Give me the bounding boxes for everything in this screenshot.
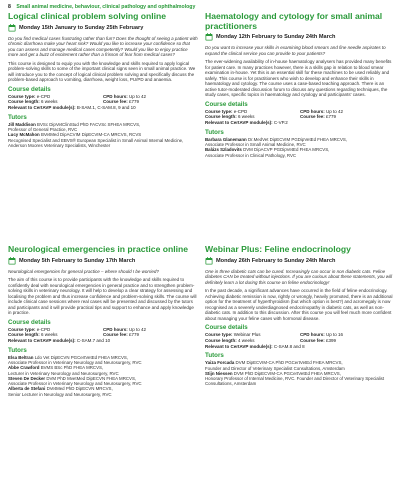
cpd-label: CPD hours: (103, 326, 128, 332)
dates-text: Monday 26th February to Sunday 24th March (216, 257, 336, 264)
tutor-qualifications: Ldo Vet DipECVN PGCertVetEd FHEA MRCVS, (33, 354, 129, 360)
course-intro: One in three diabetic cats can be cured. Increasingly can occur in non diabetic cats. Feline diabetes CAN be treated without injections. If you are curious about these statements, you will definitely learn a lot during this course on feline endocrinology! (205, 268, 393, 285)
course-intro: Neurological emergencies for general practice – where should I be worried? (8, 268, 159, 274)
certavp-label: Relevant to CertAVP module(s): (205, 343, 273, 349)
fee-value: £779 (129, 332, 140, 338)
certavp-label: Relevant to CertAVP module(s): (205, 120, 273, 126)
course-title: Neurological emergencies in practice online (8, 244, 189, 254)
tutor-qualifications: DVM DipECVIM-CA PhD PGCertVetEd FHEA MRCVS, (234, 360, 343, 366)
course-title: Haematology and cytology for small animal practitioners (205, 11, 383, 31)
tutor-list (205, 360, 395, 386)
course-details (205, 332, 395, 349)
tutor-qualifications: BVMS BSc PhD FHEA MRCVS, (39, 365, 104, 371)
tutor-name: Alberta de Stefani (8, 386, 46, 392)
tutor-qualifications: Dr.MedVet DipECVIM PGDipVetEd FHEA MRCVS, (246, 136, 348, 142)
course-intro: Do you find medical cases frustrating rather than fun? Does the thought of seeing a patient with chronic diarrhoea make your heart sink? Would you like to increase your confidence so that you can assess and manage medical cases competently? Would you like to enjoy practice more and get a buzz of excitement rather than a frisson of fear from medical cases? (8, 35, 198, 58)
fee-value: £779 (129, 99, 140, 105)
course-dates (205, 33, 395, 41)
tutor-item (8, 355, 198, 366)
tutor-name: Steven De Decker (8, 375, 46, 381)
course-description: The ever-widening availability of in-house haematology analysers has provided many benefits for patient care. In many practices however, there is a skills gap in relation to blood smear examination in-house. Yet this is an essential skill for these machines to be used reliably and safely. This course is for practitioners who wish to develop and enhance their skills in haematology and cytology. The course uses a case-based teaching approach. There is an active tutor-moderated discussion forum to discuss any questions regarding techniques, the study cases, specific topics in haematology and cytology and participants' cases. (205, 59, 392, 98)
tutor-role: Associate Professor in Veterinary Neurology and Neurosurgery, RVC (8, 360, 142, 365)
course-dates (8, 24, 198, 32)
tutor-name: Abbe Crawford (8, 365, 40, 371)
tutor-item (8, 132, 198, 148)
tutor-role: Honorary Professor of Internal Medicine, RVC. Founder and Director of Veterinary Specialist Consultations, Amsterdam (205, 376, 385, 387)
certavp-label: Relevant to CertAVP module(s): (8, 105, 76, 110)
type-label: Course type: (205, 108, 233, 114)
tutors-heading: Tutors (205, 352, 224, 360)
course-card (205, 11, 395, 237)
tutor-role: Professor of General Practice, RVC (8, 127, 78, 132)
tutor-role: Associate Professor in Clinical Pathology, RVC (205, 152, 297, 158)
tutor-role: Associate Professor in Veterinary Neurology and Neurosurgery, RVC (8, 381, 142, 387)
certavp-value: C-SAM.7 and 10 (76, 338, 111, 343)
tutor-qualifications: DVetMed PhD DipECVN MRCVS, (45, 386, 113, 392)
tutor-name: Lucy McMahon (8, 132, 40, 138)
course-description: In the past decade, a significant advances have occurred in the field of feline endocrinology. Achieving diabetic remission is now, rightly or wrongly, heavily promoted, there is an additional option for the treatment of hyperthyroidism (but which option is best?) and acromegaly is now recognised as a severely underdiagnosed endocrinopathy in diabetic cats, as well as non-diabetic cats. In addition to this discussion. After this course you will feel much more confident about managing your feline cases with hormonal disease. (205, 288, 393, 321)
tutor-item (205, 360, 395, 371)
tutor-qualifications: DVM PhD MvetMed DipECVN FHEA MRCVS, (45, 375, 137, 381)
course-details-heading: Course details (205, 100, 248, 108)
certavp-label: Relevant to CertAVP module(s): (8, 338, 76, 343)
course-details (8, 327, 198, 344)
tutor-name: Stijn Niessen (205, 370, 233, 376)
tutor-item (205, 147, 395, 158)
course-details (205, 109, 395, 126)
length-label: Course length: (8, 99, 40, 105)
certavp-value: C-SAM.8 and 8 (273, 343, 305, 349)
course-description: This course is designed to equip you with the knowledge and skills required to apply logical problem-solving skills to some of the important clinical signs seen in small animal practice. We will introduce you to the concept of logical clinical problem solving and specifically discuss the problem-based approach to vomiting, diarrhoea, weight loss, PU/PD and anaemia. (8, 60, 196, 83)
tutor-list (8, 122, 198, 148)
tutor-item (205, 371, 395, 387)
tutor-role: Founder and Director of Veterinary Specialist Consultations, Amsterdam (205, 365, 345, 371)
tutor-name: Yaiza Forcada (205, 360, 235, 366)
length-value: 6 weeks (41, 99, 58, 105)
section-title: Small animal medicine, behaviour, clinical pathology and ophthalmology (16, 4, 196, 10)
course-intro: Do you want to increase your skills in examining blood smears and fine needle aspirates to expand the clinical service you can provide to your patients? (205, 45, 386, 56)
cpd-value: Up to 16 (326, 332, 344, 338)
certavp-value: B-SAM.1, C-SAM.8, 9 and 10 (76, 105, 136, 110)
course-details-heading: Course details (8, 85, 51, 93)
tutor-list (205, 137, 395, 158)
fee-value: £399 (326, 337, 337, 343)
course-card (8, 244, 198, 470)
tutor-role: Associate Professor in Small Animal Medicine, RVC (205, 142, 306, 148)
dates-text: Monday 15th January to Sunday 25th February (19, 24, 144, 31)
cpd-value: Up to 42 (129, 93, 147, 99)
course-title: Webinar Plus: Feline endocrinology (205, 244, 351, 254)
fee-label: Course fee: (300, 337, 325, 343)
type-value: e-CPD (36, 93, 51, 99)
calendar-icon (8, 24, 16, 32)
tutor-name: Barbara Glanemann (205, 136, 247, 142)
tutor-item (8, 376, 198, 387)
tutor-qualifications: DVM PhD DipECVIM-CA PGCertVetEd FHEA MRCVS, (232, 370, 341, 376)
course-dates (8, 257, 198, 265)
certavp-value: C-VP.2 (273, 120, 288, 126)
tutors-heading: Tutors (8, 113, 27, 121)
length-label: Course length: (205, 337, 237, 343)
tutor-qualifications: DVM DipACVP PGDipVetEd FHEA MRCVS, (241, 147, 330, 153)
tutor-role: Recognised Specialist and EBVS® European Specialist in Small Animal Internal Medicine, Anderson Moores Veterinary Specialists, Winchester (8, 137, 184, 148)
cpd-value: Up to 42 (326, 108, 344, 114)
tutor-item (8, 386, 198, 397)
calendar-icon (205, 257, 213, 265)
tutor-item (8, 365, 198, 376)
tutors-heading: Tutors (205, 128, 224, 136)
tutor-item (205, 137, 395, 148)
course-card (205, 244, 395, 470)
tutor-qualifications: BVSc DipVetClinStud PhD FACVSc SFHEA MRCVS, (35, 121, 141, 127)
tutor-list (8, 355, 198, 397)
cpd-value: Up to 42 (129, 326, 147, 332)
cpd-label: CPD hours: (103, 93, 128, 99)
cpd-label: CPD hours: (300, 332, 325, 338)
type-label: Course type: (8, 326, 36, 332)
course-details (8, 94, 198, 111)
course-title: Logical clinical problem solving online (8, 11, 167, 21)
course-card (8, 11, 198, 237)
fee-value: £779 (326, 114, 337, 120)
course-description: The aim of this course is to provide participants with the knowledge and skills required to confidently deal with neurological emergencies in general practice and to strengthen problem-solving skills in veterinary neurology. It will help to develop a clear strategy for assessing and localising the problem and thus increase confidence and problem-solving skills. The course will include clinical case sessions where real cases will be presented and discussed by the tutors and participants and it will provide practical tips and support to enhance and apply knowledge in practice. (8, 277, 197, 316)
fee-label: Course fee: (300, 114, 325, 120)
fee-label: Course fee: (103, 99, 128, 105)
length-label: Course length: (205, 114, 237, 120)
course-grid (8, 11, 395, 470)
dates-text: Monday 5th February to Sunday 17th March (19, 257, 136, 264)
cpd-label: CPD hours: (300, 108, 325, 114)
type-value: e-CPD (233, 108, 248, 114)
type-label: Course type: (205, 332, 233, 338)
length-value: 6 weeks (238, 114, 255, 120)
page-number: 8 (8, 4, 11, 10)
dates-text: Monday 12th February to Sunday 24th March (216, 34, 336, 41)
tutor-role: Senior Lecturer in Neurology and Neurosurgery, RVC (8, 391, 112, 397)
length-value: 4 weeks (238, 337, 255, 343)
tutor-qualifications: BVetMed DipACVIM DipECVIM-CA MRCVS, RCVS (39, 132, 142, 138)
calendar-icon (8, 257, 16, 265)
tutors-heading: Tutors (8, 346, 27, 354)
page-header (8, 3, 395, 11)
course-details-heading: Course details (8, 318, 51, 326)
type-value: e-CPD (36, 326, 51, 332)
fee-label: Course fee: (103, 332, 128, 338)
tutor-role: Lecturer in Veterinary Neurology and Neurosurgery, RVC (8, 370, 119, 376)
course-dates (205, 257, 395, 265)
tutor-name: Jill Maddison (8, 121, 36, 127)
course-details-heading: Course details (205, 324, 248, 332)
tutor-name: Balázs Szladovits (205, 147, 242, 153)
tutor-item (8, 122, 198, 133)
length-label: Course length: (8, 332, 40, 338)
tutor-name: Elsa Beltran (8, 354, 34, 360)
calendar-icon (205, 33, 213, 41)
type-label: Course type: (8, 93, 36, 99)
length-value: 6 weeks (41, 332, 58, 338)
type-value: Webinar Plus (233, 332, 261, 338)
